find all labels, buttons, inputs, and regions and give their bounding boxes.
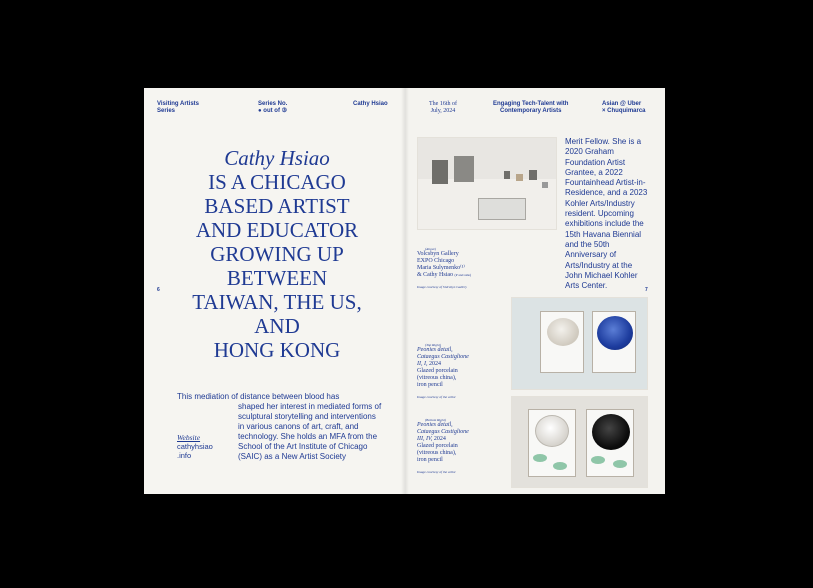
hero-artist-name: Cathy Hsiao (224, 146, 330, 170)
porcelain-tile-white (540, 311, 584, 373)
artwork-frame (542, 182, 548, 188)
artwork-frame (454, 156, 474, 182)
bio-paragraph: shaped her interest in mediated forms of sculptural storytelling and interventions in various canons of art, craft, and technology. She holds an MFA from the School of the Art Institute of Chicago (SAIC) as a New Artist Society (238, 402, 382, 461)
left-page (144, 88, 405, 494)
website-label: Website (177, 433, 201, 442)
header-artist-name: Cathy Hsiao (353, 101, 388, 107)
artwork-frame (432, 160, 448, 184)
bio-continued: Merit Fellow. She is a 2020 Graham Foundation Artist Grantee, a 2022 Fountainhead Artist-in-Residence, and a 2023 Kohler Arts/Industry resident. Upcoming exhibitions include the 15th Havana Biennial and the 50th Anniversary of Arts/Industry at the John Michael Kohler Arts Center. (565, 137, 648, 291)
page-number-right: 7 (645, 287, 648, 293)
header-series-number: Series No. ● out of ③ (258, 101, 288, 114)
website-link[interactable]: cathyhsiao (177, 442, 213, 451)
header-event-title: Engaging Tech-Talent with Contemporary Artists (493, 101, 569, 114)
artwork-frame (504, 171, 510, 179)
hero-title: Cathy Hsiao IS A CHICAGO BASED ARTIST AND EDUCATOR GROWING UP BETWEEN TAIWAN, THE US, AND HONG KONG (172, 146, 382, 362)
artwork-frame (529, 170, 537, 180)
page-number-left: 6 (157, 287, 160, 293)
magazine-spread (144, 88, 665, 494)
caption-gallery: (Above) Volcsbyn Gallery EXPO Chicago Maria Sulymenko⁽¹⁾ & Cathy Hsiao (P and side) Image courtesy of Volcsbyn Gallery (417, 247, 472, 289)
gallery-installation-photo (417, 137, 557, 230)
header-visiting-artists: Visiting Artists Series (157, 101, 200, 114)
website-block: Website cathyhsiao .info (177, 433, 232, 460)
caption-top-right: (Top Right) Peonies detail, Cataegus Castiglione II, I, 2024 Glazed porcelain (vitreous china), iron pencil Image courtesy of the artist (417, 343, 469, 399)
artwork-photo-bottom (511, 396, 648, 488)
porcelain-tile-blue (592, 311, 636, 373)
display-case (478, 198, 526, 220)
artwork-frame (516, 174, 523, 181)
header-date: The 16th of July, 2024 (429, 101, 457, 114)
artwork-photo-top (511, 297, 648, 390)
caption-bottom-right: (Bottom Right) Peonies detail, Cataegus Castiglione III, IV, 2024 Glazed porcelain (vitreous china), iron pencil Image courtesy of the artist (417, 418, 469, 474)
bio-first-line: This mediation of distance between blood has (177, 392, 340, 401)
header-organizer: Asian @ Uber × Chuquimarca (602, 101, 646, 114)
porcelain-tile-black (586, 409, 634, 477)
porcelain-tile-white-large (528, 409, 576, 477)
spine-gutter (401, 88, 409, 494)
right-page (405, 88, 665, 494)
